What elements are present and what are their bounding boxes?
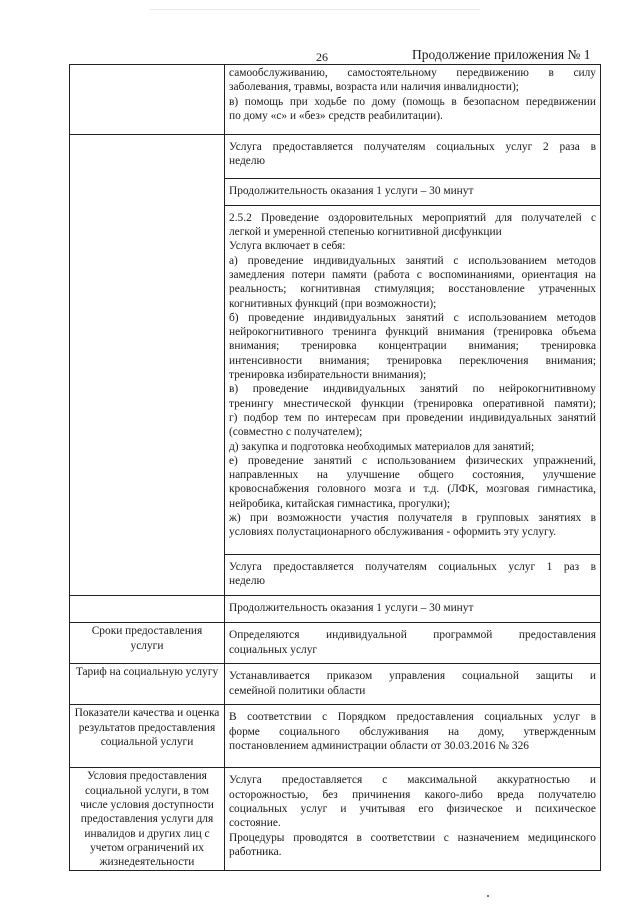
text-line: замедления потери памяти (работа с воспоминаниями, ориентация на [229, 268, 596, 281]
text-line: состояние. [229, 817, 281, 830]
text-line: Продолжительность оказания 1 услуги – 30 минут [229, 602, 474, 615]
table-row [70, 554, 601, 596]
text-cell [225, 554, 601, 596]
text-line: социальных услуг [229, 643, 318, 656]
scan-speck [487, 895, 489, 897]
text-line: Услуга предоставляется получателям социальных услуг 1 раз в [229, 560, 596, 573]
table-row [70, 65, 601, 135]
appendix-continuation: Продолжение приложения № 1 [412, 47, 591, 62]
text-line: осторожностью, без причинения какого-либо вреда получателю [229, 788, 596, 801]
text-line: (совместно с получателем); [229, 426, 363, 439]
text-line: направленных на улучшение общего состояния, улучшение [229, 469, 596, 482]
text-cell [225, 65, 601, 135]
text-cell [225, 135, 601, 179]
row-label: Условия предоставления социальной услуги, в том числе условия доступности предоставления услуги для инвалидов и других лиц с учетом ограничений их жизнедеятельности [70, 768, 225, 871]
text-line: легкой и умеренной степенью когнитивной дисфункции [229, 226, 502, 239]
text-cell [225, 205, 601, 554]
text-line: нейробика, китайская гимнастика, прогулки); [229, 497, 451, 510]
text-line: б) проведение индивидуальных занятий с использованием методов [229, 311, 596, 324]
text-line: нейрокогнитивного тренинга функций внимания (тренировка объема [229, 326, 596, 339]
table-row [70, 705, 601, 768]
text-line: Процедуры проводятся в соответствии с назначением медицинского [229, 831, 596, 844]
text-line: постановлением администрации области от 30.03.2016 № 326 [229, 739, 529, 752]
text-cell [225, 768, 601, 871]
table-row [70, 178, 601, 205]
text-line: неделю [229, 155, 266, 168]
text-line: Продолжительность оказания 1 услуги – 30 минут [229, 184, 474, 197]
text-line: а) проведение индивидуальных занятий с использованием методов [229, 254, 596, 267]
text-line: интенсивности внимания; тренировка переключения внимания; [229, 354, 596, 367]
text-line: условиях полустационарного обслуживания - оформить эту услугу. [229, 526, 557, 539]
left-cell-empty [70, 135, 225, 179]
text-cell [225, 596, 601, 623]
text-line: внимания; тренировка концентрации внимания; тренировка [229, 340, 596, 353]
text-line: по дому «с» и «без» средств реабилитации). [229, 109, 443, 122]
text-line: социальных услуг и учитывая его физическое и психическое [229, 802, 596, 815]
left-cell-empty [70, 554, 225, 596]
text-line: работника. [229, 845, 282, 858]
text-line: кровоснабжения головного мозга и т.д. (ЛФК, мозговая гимнастика, [229, 483, 596, 496]
service-table [69, 64, 601, 871]
text-line: тренировка избирательности внимания); [229, 369, 427, 382]
text-line: г) подбор тем по интересам при проведении индивидуальных занятий [229, 411, 596, 424]
table-row [70, 596, 601, 623]
left-cell-empty [70, 65, 225, 135]
text-line: 2.5.2 Проведение оздоровительных мероприятий для получателей с [229, 211, 596, 224]
text-line: заболевания, травмы, возраста или наличия инвалидности); [229, 81, 519, 94]
text-cell [225, 664, 601, 705]
text-line: Услуга предоставляется получателям социальных услуг 2 раза в [229, 141, 596, 154]
left-cell-empty [70, 205, 225, 554]
text-line: форме социального обслуживания на дому, утвержденным [229, 725, 596, 738]
text-line: Устанавливается приказом управления социальной защиты и [229, 670, 596, 683]
text-line: самообслуживанию, самостоятельному передвижению в силу [229, 67, 596, 79]
text-line: ж) при возможности участия получателя в групповых занятиях в [229, 512, 596, 525]
text-line: Услуга включает в себя: [229, 240, 346, 253]
text-line: реальность; когнитивная стимуляция; восстановление утраченных [229, 283, 596, 296]
text-line: семейной политики области [229, 684, 366, 697]
left-cell-empty [70, 596, 225, 623]
table-row [70, 623, 601, 664]
text-line: неделю [229, 575, 266, 588]
text-cell [225, 705, 601, 768]
text-line: тренингу мнестической функции (тренировка оперативной памяти); [229, 397, 596, 410]
text-line: когнитивных функций (при возможности); [229, 297, 437, 310]
table-row [70, 135, 601, 179]
row-label: Сроки предоставления услуги [70, 623, 225, 664]
table-row [70, 664, 601, 705]
row-label: Показатели качества и оценка результатов предоставления социальной услуги [70, 705, 225, 768]
text-line: в) проведение индивидуальных занятий по нейрокогнитивному [229, 383, 596, 396]
text-line: д) закупка и подготовка необходимых материалов для занятий; [229, 440, 535, 453]
text-cell [225, 178, 601, 205]
text-line: е) проведение занятий с использованием физических упражнений, [229, 454, 596, 467]
left-cell-empty [70, 178, 225, 205]
text-cell [225, 623, 601, 664]
text-line: В соответствии с Порядком предоставления социальных услуг в [229, 711, 596, 724]
scan-artifact [150, 9, 480, 10]
page-number: 26 [316, 50, 328, 64]
text-line: Услуга предоставляется с максимальной аккуратностью и [229, 774, 596, 787]
text-line: Определяются индивидуальной программой предоставления [229, 629, 596, 642]
text-line: в) помощь при ходьбе по дому (помощь в безопасном передвижении [229, 95, 596, 108]
table-row [70, 205, 601, 554]
table-row [70, 768, 601, 871]
row-label: Тариф на социальную услугу [70, 664, 225, 705]
